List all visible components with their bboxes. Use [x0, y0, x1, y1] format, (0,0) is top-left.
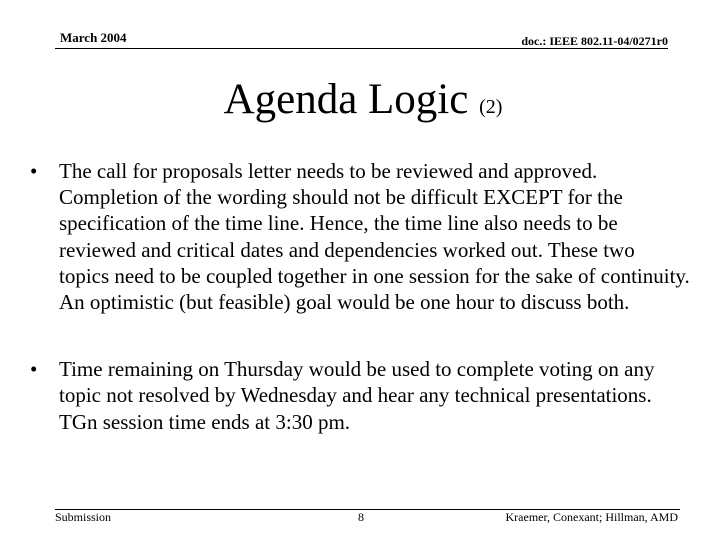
bullet-item [30, 158, 690, 315]
bullet-dot-icon: • [30, 357, 38, 382]
footer-page-number: 8 [358, 510, 364, 524]
header-date: March 2004 [60, 30, 127, 45]
header-doc-id: doc.: IEEE 802.11-04/0271r0 [521, 34, 668, 48]
header-divider [55, 48, 668, 49]
bullet-text: The call for proposals letter needs to be reviewed and approved. Completion of the wording should not be difficult EXCEPT for the specification of the time line. Hence, the time line also needs to be reviewed and critical dates and dependencies worked out. These two topics need to be coupled together in one session for the sake of continuity. An optimistic (but feasible) goal would be one hour to discuss both. [59, 159, 690, 315]
bullet-dot-icon: • [30, 159, 38, 183]
footer-label: Submission [55, 510, 112, 524]
slide-title-suffix: (2) [479, 96, 503, 118]
bullet-item [30, 356, 690, 435]
footer-authors: Kraemer, Conexant; Hillman, AMD [505, 510, 678, 524]
slide-title-main: Agenda Logic [223, 76, 469, 123]
bullet-text: Time remaining on Thursday would be used to complete voting on any topic not resolved by Wednesday and hear any technical presentations. TGn session time ends at 3:30 pm. [59, 357, 655, 434]
bullet-list [30, 158, 690, 435]
slide-title [0, 72, 720, 135]
